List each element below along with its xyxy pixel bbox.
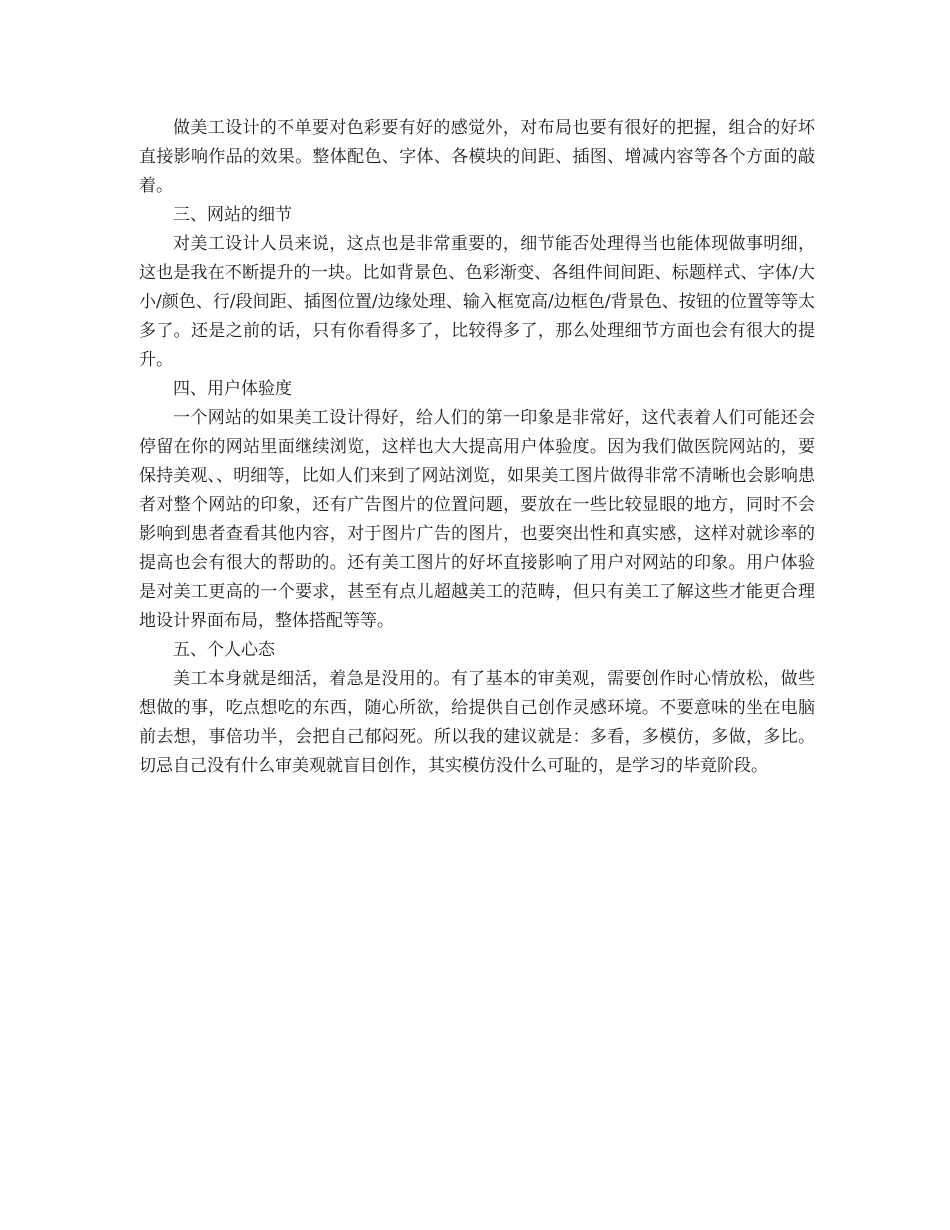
paragraph-user-experience: 一个网站的如果美工设计得好，给人们的第一印象是非常好，这代表着人们可能还会停留在你的网站里面继续浏览，这样也大大提高用户体验度。因为我们做医院网站的，要保持美观、、明细等，比如人们来到了网站浏览，如果美工图片做得非常不清晰也会影响患者对整个网站的印象，还有广告图片的位置问题，要放在一些比较显眼的地方，同时不会影响到患者查看其他内容，对于图片广告的图片，也要突出性和真实感，这样对就诊率的提高也会有很大的帮助的。还有美工图片的好坏直接影响了用户对网站的印象。用户体验是对美工更高的一个要求，甚至有点儿超越美工的范畴，但只有美工了解这些才能更合理地设计界面布局，整体搭配等等。 [139, 408, 815, 631]
section-heading-user-experience: 四、用户体验度 [173, 379, 292, 399]
document-body [139, 114, 815, 781]
paragraph-layout-intro: 做美工设计的不单要对色彩要有好的感觉外，对布局也要有很好的把握，组合的好坏直接影响作品的效果。整体配色、字体、各模块的间距、插图、增减内容等各个方面的敲着。 [139, 118, 815, 196]
section-heading-details: 三、网站的细节 [173, 205, 292, 225]
paragraph-mindset: 美工本身就是细活，着急是没用的。有了基本的审美观，需要创作时心情放松，做些想做的事，吃点想吃的东西，随心所欲，给提供自己创作灵感环境。不要意味的坐在电脑前去想，事倍功半，会把自己郁闷死。所以我的建议就是：多看，多模仿，多做，多比。切忌自己没有什么审美观就盲目创作，其实模仿没什么可耻的，是学习的毕竟阶段。 [139, 669, 815, 776]
paragraph-details: 对美工设计人员来说，这点也是非常重要的，细节能否处理得当也能体现做事明细，这也是我在不断提升的一块。比如背景色、色彩渐变、各组件间间距、标题样式、字体/大小/颜色、行/段间距、插图位置/边缘处理、输入框宽高/边框色/背景色、按钮的位置等等太多了。还是之前的话，只有你看得多了，比较得多了，那么处理细节方面也会有很大的提升。 [139, 234, 815, 370]
section-heading-mindset: 五、个人心态 [173, 640, 275, 660]
